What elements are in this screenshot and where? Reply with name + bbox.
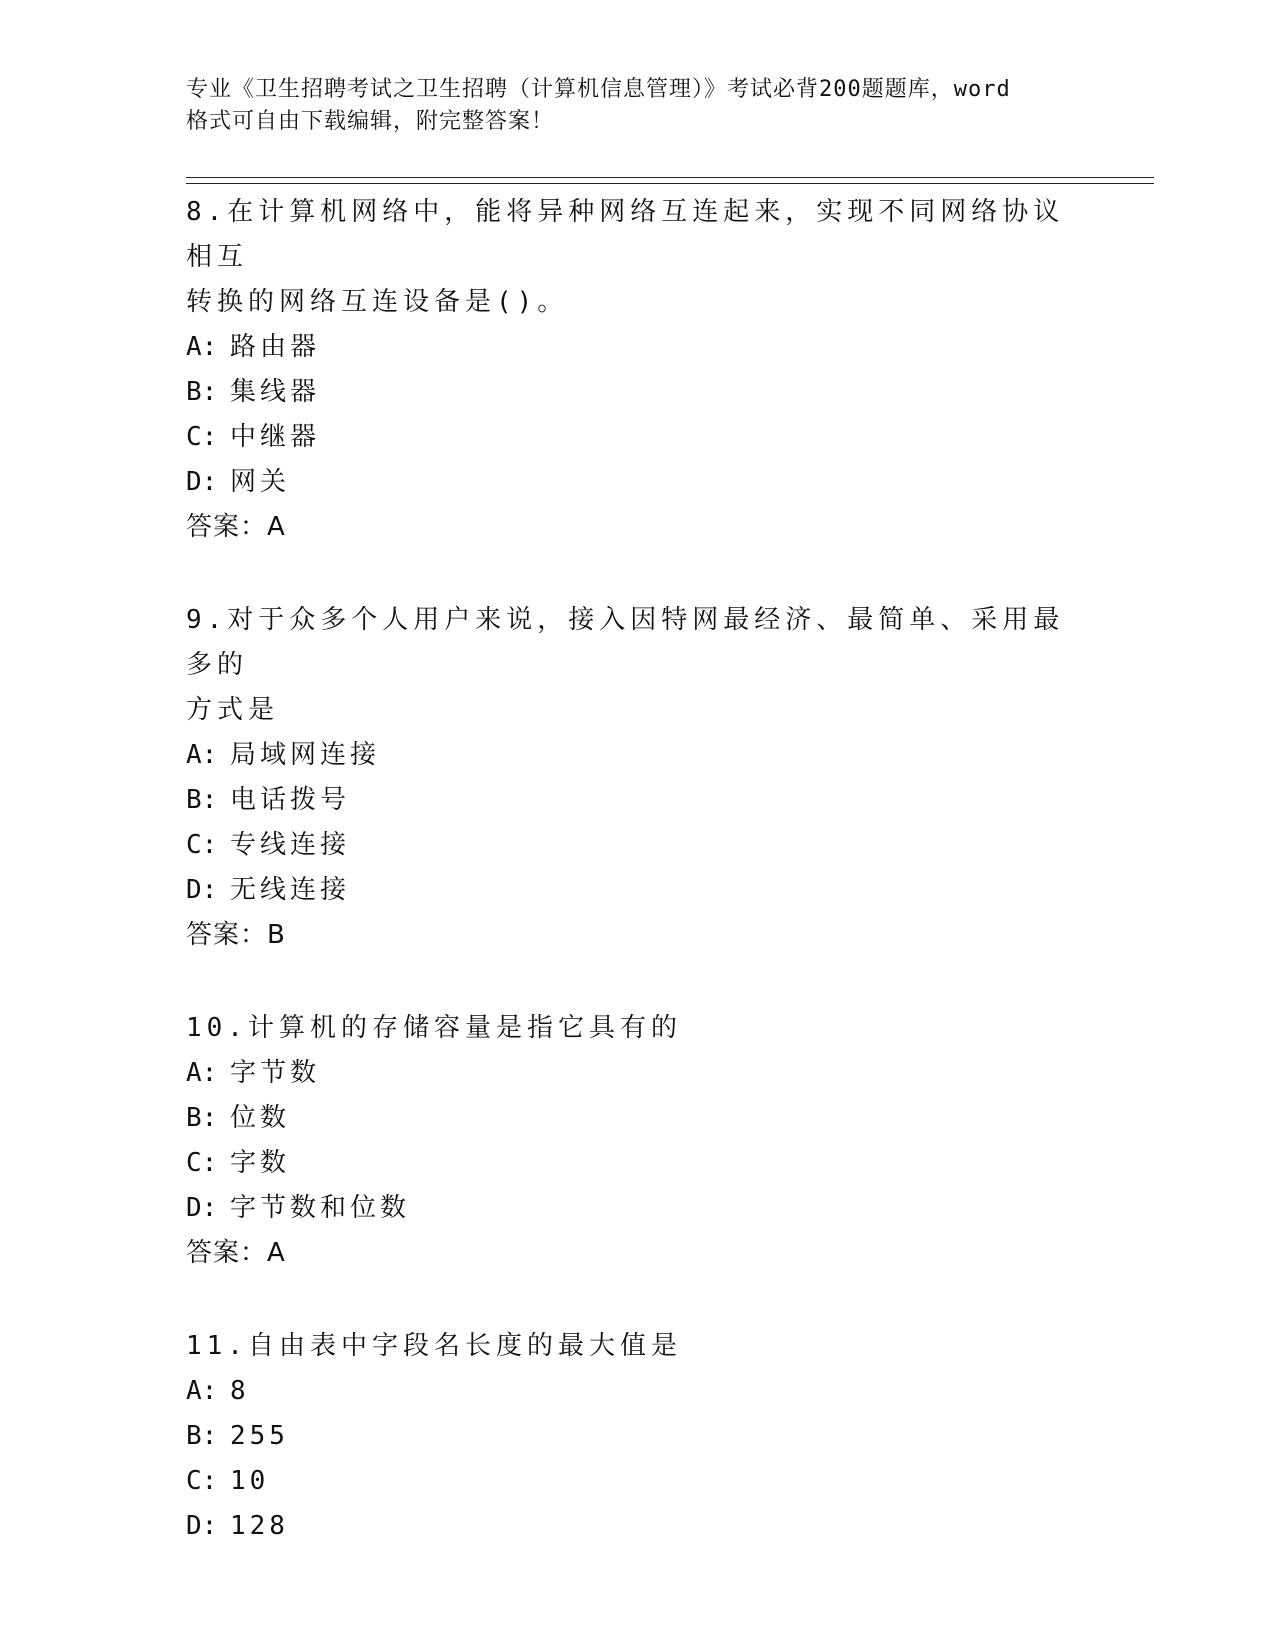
option-key: D: <box>186 1511 218 1541</box>
question-stem-line: 8.在计算机网络中，能将异种网络互连起来，实现不同网络协议相互 <box>186 197 1065 272</box>
option-key: A: <box>186 1376 218 1406</box>
option-key: C: <box>186 1466 218 1496</box>
option-key: B: <box>186 1103 218 1133</box>
option-text: 8 <box>230 1376 250 1406</box>
option-text: 字节数和位数 <box>230 1193 411 1223</box>
option-text: 字节数 <box>230 1058 321 1088</box>
answer-line: 答案：A <box>186 1238 286 1268</box>
answer-line: 答案：A <box>186 512 286 542</box>
option-key: A: <box>186 332 218 362</box>
option-c <box>186 1459 1086 1504</box>
option-key: B: <box>186 785 218 815</box>
option-a <box>186 733 1086 778</box>
question-9 <box>186 598 1086 958</box>
option-c <box>186 415 1086 460</box>
option-key: C: <box>186 422 218 452</box>
question-11 <box>186 1324 1086 1549</box>
option-text: 专线连接 <box>230 830 351 860</box>
question-stem <box>186 598 1086 733</box>
answer-line: 答案：B <box>186 920 286 950</box>
question-stem-line: 11.自由表中字段名长度的最大值是 <box>186 1331 682 1361</box>
option-key: C: <box>186 1148 218 1178</box>
option-b <box>186 1414 1086 1459</box>
option-text: 128 <box>230 1511 289 1541</box>
option-a <box>186 1369 1086 1414</box>
question-list <box>186 190 1086 1597</box>
option-key: B: <box>186 377 218 407</box>
question-8 <box>186 190 1086 550</box>
option-text: 中继器 <box>230 422 321 452</box>
option-text: 255 <box>230 1421 289 1451</box>
option-b <box>186 778 1086 823</box>
option-text: 无线连接 <box>230 875 351 905</box>
option-key: B: <box>186 1421 218 1451</box>
option-key: D: <box>186 875 218 905</box>
header-divider-top <box>186 177 1154 178</box>
option-d <box>186 868 1086 913</box>
option-a <box>186 1051 1086 1096</box>
question-stem <box>186 1324 1086 1369</box>
option-text: 位数 <box>230 1103 291 1133</box>
option-c <box>186 823 1086 868</box>
option-key: A: <box>186 740 218 770</box>
option-key: D: <box>186 1193 218 1223</box>
option-b <box>186 370 1086 415</box>
option-key: C: <box>186 830 218 860</box>
question-stem-line: 转换的网络互连设备是()。 <box>186 287 569 317</box>
option-text: 10 <box>230 1466 270 1496</box>
header-line-1: 专业《卫生招聘考试之卫生招聘（计算机信息管理）》考试必背200题题库，word <box>186 77 1011 102</box>
option-d <box>186 460 1086 505</box>
document-header <box>186 74 1106 138</box>
option-text: 局域网连接 <box>230 740 381 770</box>
option-c <box>186 1141 1086 1186</box>
option-text: 路由器 <box>230 332 321 362</box>
option-a <box>186 325 1086 370</box>
option-text: 集线器 <box>230 377 321 407</box>
option-text: 电话拨号 <box>230 785 351 815</box>
option-d <box>186 1186 1086 1231</box>
option-key: A: <box>186 1058 218 1088</box>
question-10 <box>186 1006 1086 1276</box>
question-stem-line: 10.计算机的存储容量是指它具有的 <box>186 1013 682 1043</box>
option-key: D: <box>186 467 218 497</box>
header-line-2: 格式可自由下载编辑，附完整答案！ <box>186 109 555 134</box>
question-stem <box>186 1006 1086 1051</box>
option-d <box>186 1504 1086 1549</box>
option-text: 字数 <box>230 1148 291 1178</box>
option-b <box>186 1096 1086 1141</box>
header-divider-bottom <box>186 183 1154 184</box>
option-text: 网关 <box>230 467 291 497</box>
question-stem-line: 9.对于众多个人用户来说，接入因特网最经济、最简单、采用最多的 <box>186 605 1065 680</box>
question-stem-line: 方式是 <box>186 695 280 725</box>
question-stem <box>186 190 1086 325</box>
